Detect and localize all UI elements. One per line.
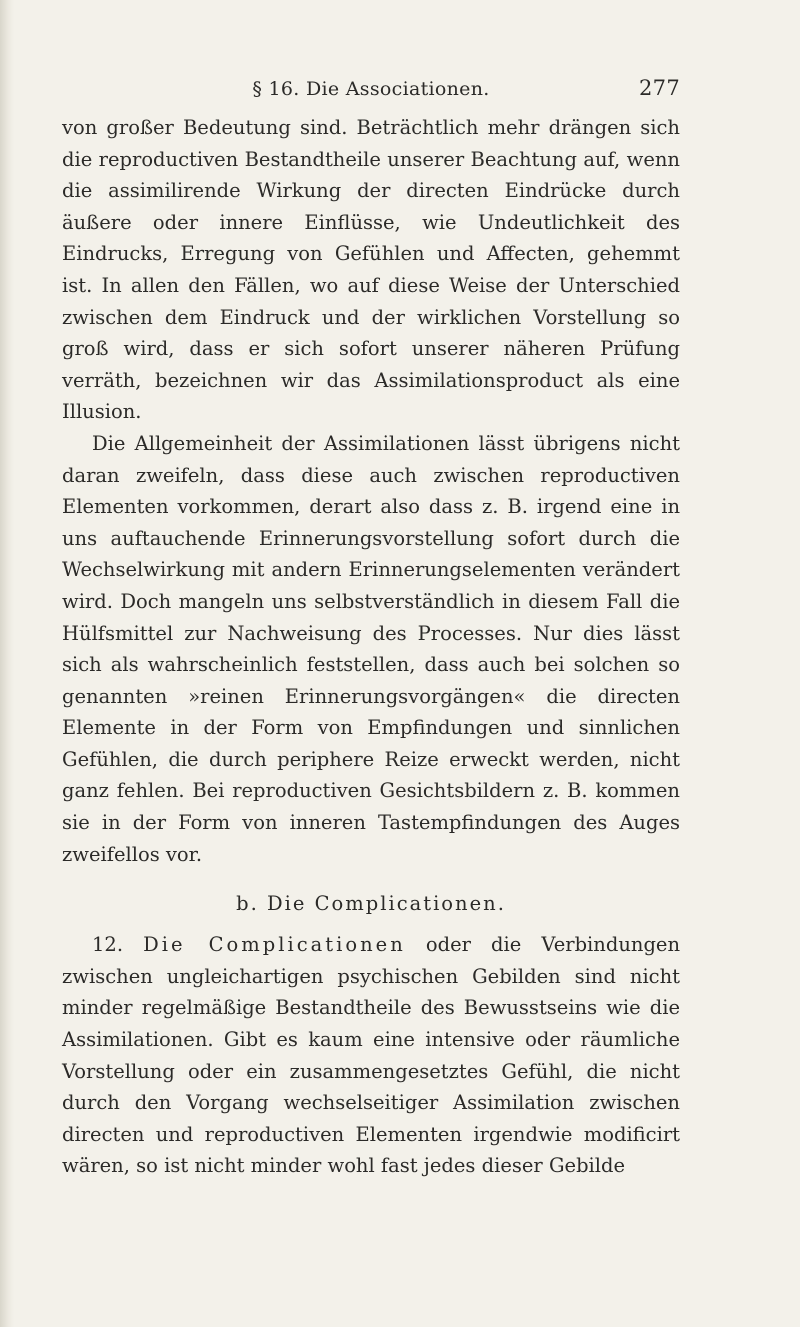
scan-edge xyxy=(0,0,14,1327)
paragraph-number: 12. xyxy=(92,933,124,957)
page-number: 277 xyxy=(639,76,680,100)
running-head xyxy=(62,72,680,112)
paragraph-continued: von großer Bedeutung sind. Beträchtlich mehr drängen sich die reproductiven Bestandtheile unserer Beachtung auf, wenn die assimilirende Wirkung der directen Eindrücke durch äußere oder innere Einflüsse, wie Undeutlichkeit des Eindrucks, Erregung von Gefühlen und Affecten, gehemmt ist. In allen den Fällen, wo auf diese Weise der Unterschied zwischen dem Eindruck und der wirklichen Vorstellung so groß wird, dass er sich sofort unserer näheren Prüfung verräth, bezeichnen wir das Assimilationsproduct als eine Illusion. xyxy=(62,116,680,424)
paragraph-body: oder die Verbindungen zwischen ungleichartigen psychischen Gebilden sind nicht minder regelmäßige Bestandtheile des Bewusstseins wie die Assimilationen. Gibt es kaum eine intensive oder räumliche Vorstellung oder ein zusammengesetztes Gefühl, die nicht durch den Vorgang wechselseitiger Assimilation zwischen directen und reproductiven Elementen irgendwie modificirt wären, so ist nicht minder wohl fast jedes dieser Gebilde xyxy=(62,933,681,1178)
section-heading: b. Die Complicationen. xyxy=(236,892,506,916)
book-page xyxy=(62,72,680,1182)
paragraph-complications xyxy=(62,929,680,1182)
body-text xyxy=(62,112,680,1182)
lead-term: Die Complicationen xyxy=(143,933,406,957)
chapter-title: § 16. Die Associationen. xyxy=(252,78,490,100)
paragraph-assimilation: Die Allgemeinheit der Assimilationen lässt übrigens nicht daran zweifeln, dass diese auch zwischen reproductiven Elementen vorkommen, derart also dass z. B. irgend eine in uns auftauchende Erinnerungsvorstellung sofort durch die Wechselwirkung mit andern Erinnerungselementen verändert wird. Doch mangeln uns selbstverständlich in diesem Fall die Hülfsmittel zur Nachweisung des Processes. Nur dies lässt sich als wahrscheinlich feststellen, dass auch bei solchen so genannten »reinen Erinnerungsvorgängen« die directen Elemente in der Form von Empfindungen und sinnlichen Gefühlen, die durch periphere Reize erweckt werden, nicht ganz fehlen. Bei reproductiven Gesichtsbildern z. B. kommen sie in der Form von inneren Tastempfindungen des Auges zweifellos vor. xyxy=(62,431,680,866)
